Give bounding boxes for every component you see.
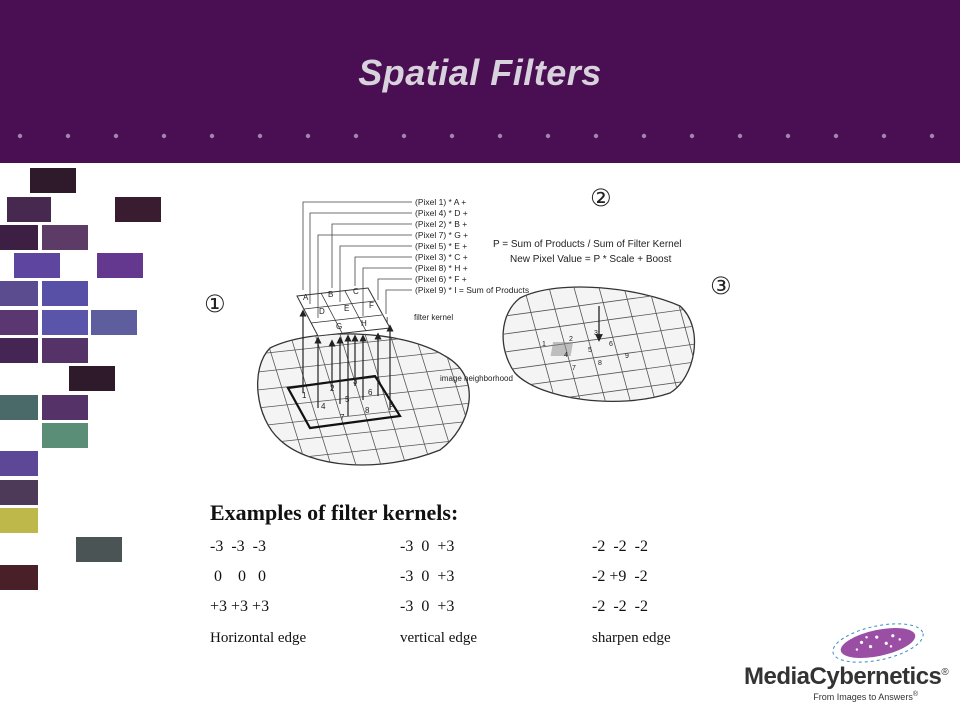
kernel-row-2 [210,568,770,590]
deco-block [0,281,38,306]
kernel-letter: H [361,319,367,328]
new-pixel-formula: New Pixel Value = P * Scale + Boost [510,254,672,265]
kernel-row-3 [210,598,770,620]
divider-dot [546,134,550,138]
kernel-cell: 0 0 0 [210,568,266,585]
divider-dot [66,134,70,138]
deco-block [69,366,115,391]
logo-tagline [813,691,918,702]
divider-dot [162,134,166,138]
divider-dot [402,134,406,138]
kernel-cell: -3 0 +3 [400,598,455,615]
image-neighborhood-blob [220,318,500,468]
divider-dot [786,134,790,138]
deco-block [91,310,137,335]
p-formula: P = Sum of Products / Sum of Filter Kernel [493,239,682,250]
kernel-letter: D [319,307,325,316]
divider-dot [594,134,598,138]
grid-number: 8 [598,360,602,367]
grid-number: 4 [564,352,568,359]
divider-dot [690,134,694,138]
formula-line: (Pixel 1) * A + [415,197,467,207]
formula-line: (Pixel 5) * E + [415,241,468,251]
kernel-cell: -3 -3 -3 [210,538,266,555]
kernel-cell: -2 +9 -2 [592,568,648,585]
grid-number: 2 [569,336,573,343]
grid-number: 1 [302,391,307,400]
divider-dot [498,134,502,138]
kernel-letter: C [353,287,359,296]
step-3-marker: ③ [710,272,732,300]
grid-number: 3 [353,377,358,386]
kernel-row-1 [210,538,770,560]
kernel-cell: -3 0 +3 [400,568,455,585]
kernel-captions [210,630,770,652]
grid-number: 5 [345,395,350,404]
deco-block [0,395,38,420]
logo-tagline-text: From Images to Answers [813,692,913,702]
kernel-cell: -3 0 +3 [400,538,455,555]
deco-block [0,338,38,363]
deco-block [0,225,38,250]
deco-block [0,480,38,505]
logo-name: MediaCybernetics [744,663,942,690]
grid-number: 5 [588,347,592,354]
formula-line: (Pixel 3) * C + [415,252,468,262]
divider-dot [882,134,886,138]
divider-dot [834,134,838,138]
result-blob [490,273,710,426]
grid-number: 1 [542,341,546,348]
deco-block [42,310,88,335]
step-1-marker: ① [204,290,226,318]
grid-number: 6 [368,388,373,397]
grid-number: 7 [572,365,576,372]
slide-title: Spatial Filters [358,52,602,93]
grid-number: 8 [365,406,370,415]
deco-block [7,197,51,222]
divider-dot [210,134,214,138]
deco-block [30,168,76,193]
mediacybernetics-logo [740,615,949,702]
step-2-marker: ② [590,184,612,212]
kernel-letter: B [328,290,334,299]
grid-number: 4 [321,402,326,411]
divider-dot [930,134,934,138]
formula-line: (Pixel 2) * B + [415,219,468,229]
divider-dot [258,134,262,138]
grid-number: 7 [340,413,345,422]
formula-line: (Pixel 7) * G + [415,230,469,240]
deco-block [0,310,38,335]
formula-line: (Pixel 9) * I = Sum of Products [415,285,530,295]
grid-number: 6 [609,341,613,348]
deco-block [0,451,38,476]
deco-block [0,565,38,590]
logo-emblem [740,615,940,665]
divider-dot [738,134,742,138]
deco-block [97,253,143,278]
filter-kernel-label: filter kernel [414,313,454,322]
caption-sharpen: sharpen edge [592,630,671,646]
formula-line: (Pixel 8) * H + [415,263,468,273]
divider-dot [354,134,358,138]
caption-horizontal: Horizontal edge [210,630,307,646]
deco-block [42,281,88,306]
kernel-cell: -2 -2 -2 [592,598,648,615]
kernel-letter: G [336,322,343,331]
deco-block [0,508,38,533]
grid-number: 9 [389,400,394,409]
logo-tag-registered: ® [912,691,918,698]
kernel-cell: +3 +3 +3 [210,598,270,615]
spatial-filter-diagram [200,178,745,468]
logo-registered: ® [941,667,949,678]
header-band [0,0,960,163]
formula-line: (Pixel 6) * F + [415,274,467,284]
kernel-letter: E [344,304,350,313]
deco-block [42,423,88,448]
grid-number: 9 [625,353,629,360]
logo-wordmark [744,663,948,691]
deco-block [14,253,60,278]
formula-line: (Pixel 4) * D + [415,208,468,218]
divider-dot [450,134,454,138]
kernel-cell: -2 -2 -2 [592,538,648,555]
kernel-letter: A [303,293,309,302]
divider-dot [114,134,118,138]
deco-block [42,225,88,250]
grid-number: 3 [594,330,598,337]
deco-block [42,338,88,363]
examples-heading: Examples of filter kernels: [210,500,459,525]
kernel-letter: I [386,316,389,325]
caption-vertical: vertical edge [400,630,478,646]
deco-block [42,395,88,420]
deco-block [76,537,122,562]
deco-block [115,197,161,222]
divider-dot [642,134,646,138]
kernel-letter: F [369,301,374,310]
grid-number: 2 [330,384,335,393]
divider-dot [306,134,310,138]
divider-dot [18,134,22,138]
dot-divider [0,131,960,141]
image-neighborhood-label: image neighborhood [440,374,513,383]
